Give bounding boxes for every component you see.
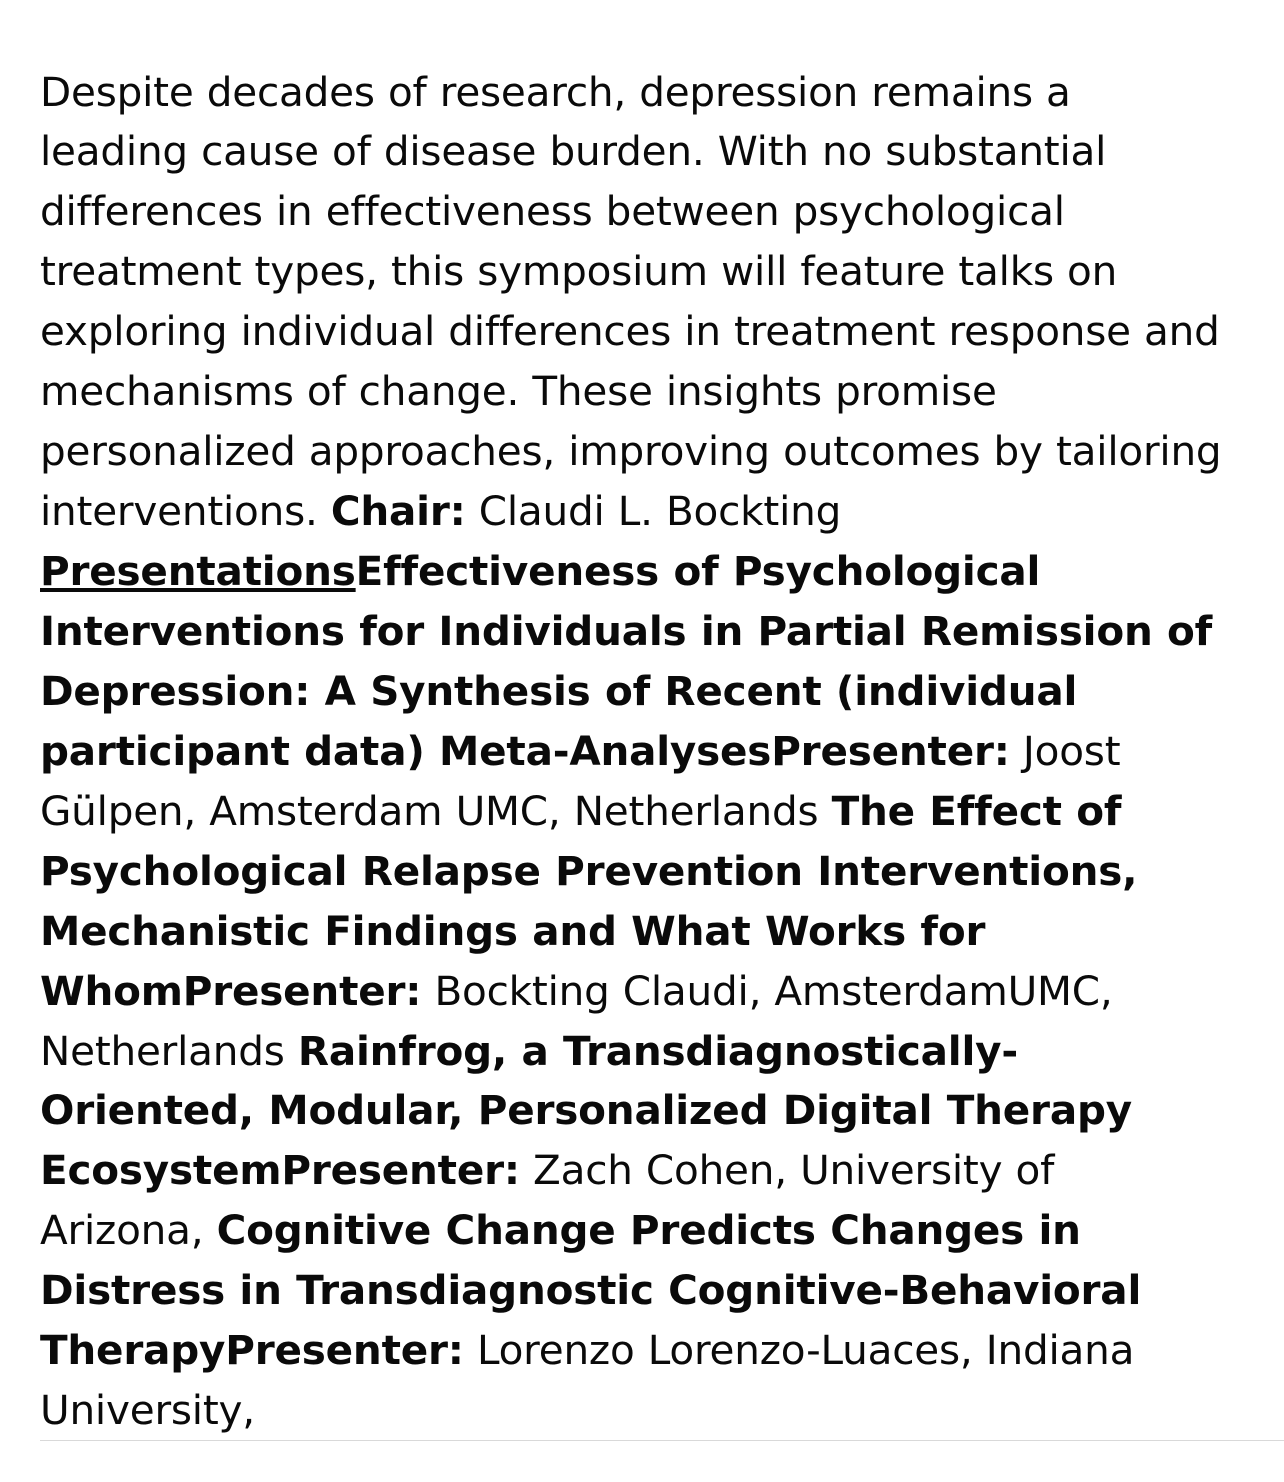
section-divider: [40, 1440, 1284, 1441]
presentation-title-3: Rainfrog, a Transdiagnostically-Oriented, Modular, Personalized Digital Therapy Ecosystem: [40, 1026, 1132, 1195]
presentation-title-2: The Effect of Psychological Relapse Prevention Interventions, Mechanistic Findings and What Works for Whom: [40, 786, 1138, 1015]
presenter-label-2: Presenter:: [182, 966, 422, 1015]
presentation-title-4: Cognitive Change Predicts Changes in Distress in Transdiagnostic Cognitive-Behavioral Therapy: [40, 1206, 1142, 1375]
chair-name: Claudi L. Bockting: [465, 487, 842, 536]
abstract-intro-text: Despite decades of research, depression remains a leading cause of disease burden. With no substantial differences in effectiveness between psychological treatment types, this symposium will feature talks on exploring individual differences in treatment response and mechanisms of change. These insights promise personalized approaches, improving outcomes by tailoring interventions.: [40, 67, 1222, 536]
presenter-name-1: Joost Gülpen, Amsterdam UMC, Netherlands: [40, 726, 1121, 835]
symposium-abstract: [40, 63, 1222, 1442]
presentation-title-1: Effectiveness of Psychological Interventions for Individuals in Partial Remission of Depression: A Synthesis of Recent (individual participant data) Meta-Analyses: [40, 547, 1213, 775]
presenter-name-2: Bockting Claudi, AmsterdamUMC, Netherlands: [40, 966, 1113, 1075]
presenter-label-4: Presenter:: [225, 1326, 464, 1375]
presenter-label-1: Presenter:: [771, 726, 1010, 775]
presenter-name-4: Lorenzo Lorenzo-Luaces, Indiana University,: [40, 1326, 1135, 1435]
presentations-heading: Presentations: [40, 547, 356, 595]
chair-label: Chair:: [330, 487, 466, 536]
presenter-name-3: Zach Cohen, University of Arizona,: [40, 1146, 1055, 1255]
presenter-label-3: Presenter:: [281, 1146, 520, 1195]
